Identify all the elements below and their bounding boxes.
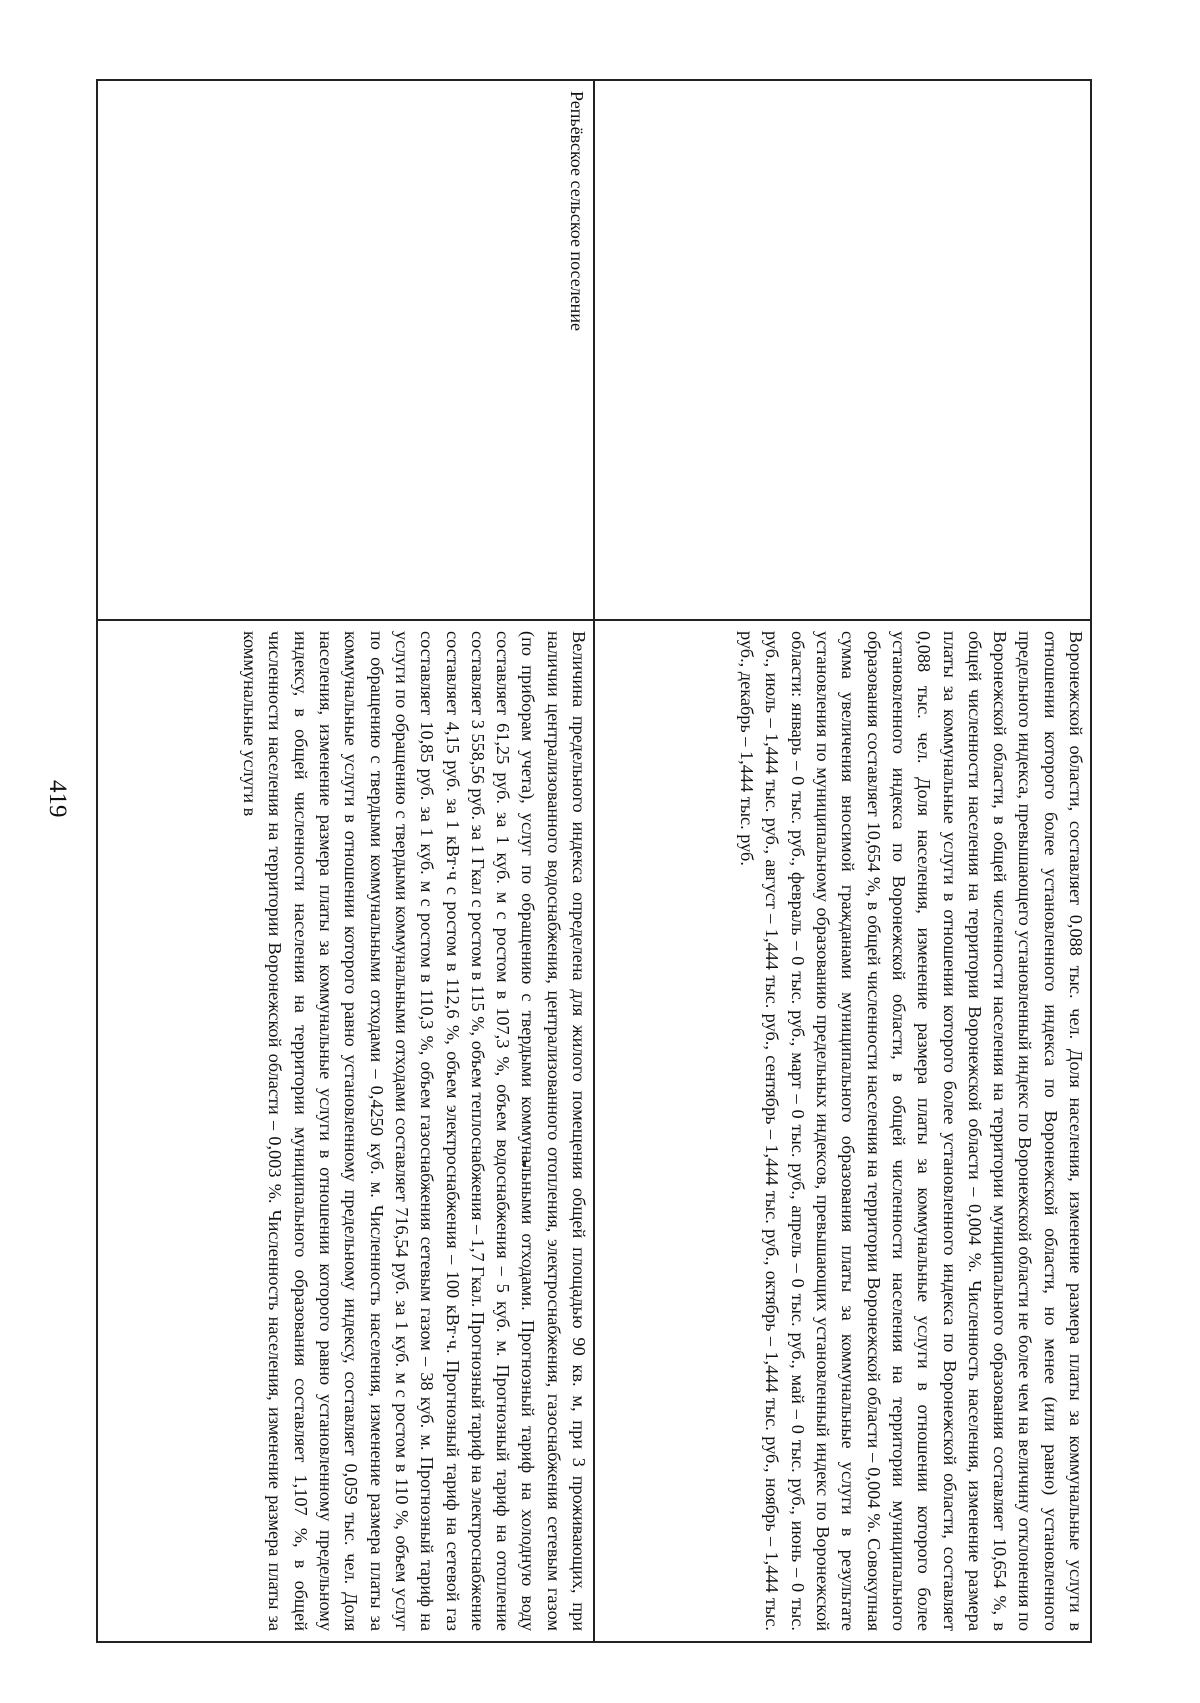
description-cell: Величина предельного индекса определена для жилого помещения общей площадью 90 кв. м, при 3 проживающих, при наличии централизованного водоснабжения, централизованного отопления, электроснабжения, газоснабжения сетевым газом (по приборам учета), услуг по обращению с твердыми коммунальными отходами. Прогнозный тариф на холодную воду составляет 61,25 руб. за 1 куб. м с ростом в 107,3 %, объем водоснабжения – 5 куб. м. Прогнозный тариф на отопление составляет 3 558,56 руб. за 1 Гкал с ростом в 115 %, объем теплоснабжения – 1,7 Гкал. Прогнозный тариф на электроснабжение составляет 4,15 руб. за 1 кВт·ч с ростом в 112,6 %, объем электроснабжения – 100 кВт·ч. Прогнозный тариф на сетевой газ составляет 10,85 руб. за 1 куб. м с ростом в 110,3 %, объем газоснабжения сетевым газом – 38 куб. м. Прогнозный тариф на услуги по обращению с твердыми коммунальными отходами составляет 716,54 руб. за 1 куб. м с ростом в 110 %, объем услуг по обращению с твердыми коммунальными отходами – 0,4250 куб. м. Численность населения, изменение размера платы за коммунальные услуги в отношении которого равно установленному предельному индексу, составляет 0,059 тыс. чел. Доля населения, изменение размера платы за коммунальные услуги в отношении которого равно установленному предельному индексу, в общей численности населения на территории муниципального образования составляет 1,107 %, в общей численности населения на территории Воронежской области – 0,003 %. Численность населения, изменение размера платы за коммунальные услуги в	[240, 631, 589, 1631]
rotated-table-frame	[96, 79, 1092, 1643]
tariff-table	[96, 79, 1092, 1643]
municipality-cell: Репьёвское сельское поселение	[567, 91, 587, 331]
page-number: 419	[44, 780, 71, 818]
municipality-cell	[595, 81, 1090, 619]
table-row	[98, 81, 593, 1641]
table-row	[595, 81, 1090, 1641]
description-cell: Воронежской области, составляет 0,088 тыс. чел. Доля населения, изменение размера платы за коммунальные услуги в отношении которого более установленного индекса по Воронежской области, но менее (или равно) установленного предельного индекса, превышающего установленный индекс по Воронежской области не более чем на величину отклонения по Воронежской области, в общей численности населения на территории муниципального образования составляет 10,654 %, в общей численности населения на территории Воронежской области – 0,004 %. Численность населения, изменение размера платы за коммунальные услуги в отношении которого более установленного индекса по Воронежской области, составляет 0,088 тыс. чел. Доля населения, изменение размера платы за коммунальные услуги в отношении которого более установленного индекса по Воронежской области, в общей численности населения на территории муниципального образования составляет 10,654 %, в общей численности населения на территории Воронежской области – 0,004 %. Совокупная сумма увеличения вносимой гражданами муниципального образования платы за коммунальные услуги в результате установления по муниципальному образованию предельных индексов, превышающих установленный индекс по Воронежской области: январь – 0 тыс. руб., февраль – 0 тыс. руб., март – 0 тыс. руб., апрель – 0 тыс. руб., май – 0 тыс. руб., июнь – 0 тыс. руб., июль – 1,444 тыс. руб., август – 1,444 тыс. руб., сентябрь – 1,444 тыс. руб., октябрь – 1,444 тыс. руб., ноябрь – 1,444 тыс. руб., декабрь – 1,444 тыс. руб.	[737, 631, 1086, 1631]
column-divider	[98, 619, 1090, 621]
row-divider	[593, 81, 595, 1641]
